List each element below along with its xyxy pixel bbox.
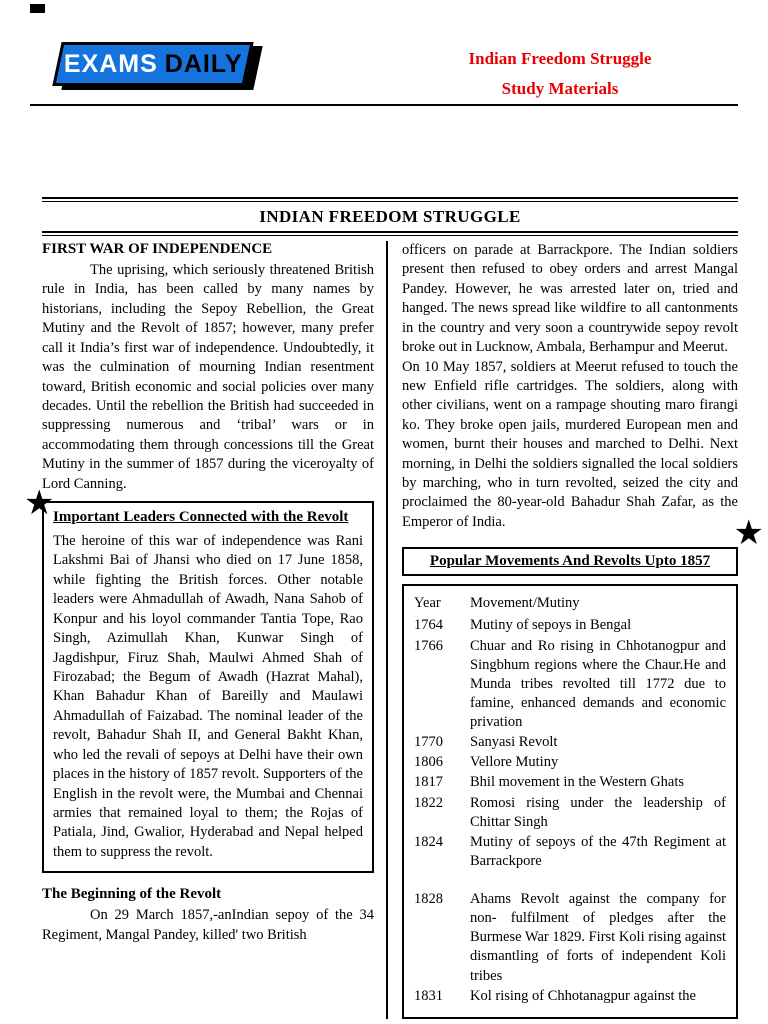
table-row-movement: Chuar and Ro rising in Chhotanogpur and Singbhum regions where the Chaur.He and Munda tribes revolted till 1772 due to famine, enhanced demands and economic privation: [470, 637, 726, 731]
important-leaders-heading: Important Leaders Connected with the Revolt: [53, 509, 349, 526]
right-paragraph-1: officers on parade at Barrackpore. The Indian soldiers present then refused to obey orders and arrest Mangal Pandey. However, he was arrested later on, tried and hanged. The news spread like wildfire to all cantonments in the country and very soon a countrywide sepoy revolt broke out in Lucknow, Ambala, Berhampur and Meerut.: [402, 242, 738, 356]
page-title: INDIAN FREEDOM STRUGGLE: [259, 207, 521, 226]
revolts-table-title: Popular Movements And Revolts Upto 1857: [402, 547, 738, 576]
table-row: [414, 753, 726, 772]
table-header-year: Year: [414, 595, 441, 612]
section-heading-beginning: The Beginning of the Revolt: [42, 886, 222, 903]
table-row-year: 1831: [414, 987, 443, 1004]
right-paragraph-2: On 10 May 1857, soldiers at Meerut refused to touch the new Enfield rifle cartridges. The soldiers, along with other civilians, went on a rampage shouting maro firangi ko. They broke open jails, murdered European men and women, burnt their houses and marched to Delhi. Next morning, in Delhi the soldiers signalled the local soldiers by marching, who in turn revolted, seized the city and proclaimed the 80-year-old Bahadur Shah Zafar, as the Emperor of India.: [402, 358, 738, 530]
header-title-line1: Indian Freedom Struggle: [468, 49, 652, 68]
table-row-movement: Sanyasi Revolt: [470, 734, 558, 751]
table-row-movement: Vellore Mutiny: [470, 754, 559, 771]
header-title: [392, 44, 728, 104]
table-header-movement: Movement/Mutiny: [470, 595, 580, 612]
star-icon: ★: [733, 515, 764, 552]
logo-text: [64, 50, 243, 79]
table-row-year: 1806: [414, 754, 443, 771]
table-row-year: 1817: [414, 774, 443, 791]
table-row-year: 1766: [414, 637, 443, 654]
logo-text-daily: DAILY: [164, 49, 243, 78]
table-row-movement: Mutiny of sepoys of the 47th Regiment at Barrackpore: [470, 833, 726, 869]
table-row: [414, 733, 726, 752]
table-row-movement: Romosi rising under the leadership of Chittar Singh: [470, 794, 726, 830]
table-row: [414, 773, 726, 792]
star-icon: ★: [24, 485, 55, 523]
table-row-movement: Ahams Revolt against the company for non- fulfilment of pledges after the Burmese War 1829. First Koli rising against dismantling of forts of independent Koli tribes: [470, 891, 726, 984]
table-row-year: 1824: [414, 833, 443, 850]
left-column: [24, 241, 386, 1019]
table-row-movement: Mutiny of sepoys in Bengal: [470, 617, 632, 634]
table-row: [414, 987, 726, 1006]
table-row: [414, 794, 726, 832]
table-row: [414, 890, 726, 986]
table-row-year: 1828: [414, 891, 443, 908]
table-row-movement: Bhil movement in the Western Ghats: [470, 774, 685, 791]
important-leaders-paragraph: The heroine of this war of independence was Rani Lakshmi Bai of Jhansi who died on 17 June 1858, while fighting the British forces. Other notable leaders were Ahmadullah of Awadh, Nana Sahob of Konpur and his loyol commander Tantia Tope, Rao Singh, Azimullah Khan, Kunwar Singh of Jagdishpur, Firuz Shah, Maulwi Ahmed Shah of Firozabad; the Begum of Awadh (Hazrat Mahal), Khan Bahadur Khan of Bareilly and Maulawi Ahmadullah of Faizabad. The nominal leader of the revolt, Bahadur Shah II, and General Bakht Khan, who led the revali of sepoys at Delhi have their own places in the history of 1857 revolt. Supporters of the English in the revolt were, the Mumbai and Chennai armies that remained loyal to them; the Rojas of Patiala, Jind, Gwalior, Hyderabad and Nepal helped them to suppress the revolt.: [53, 533, 363, 860]
header-divider-rule: [30, 104, 738, 106]
corner-mark: [30, 4, 45, 13]
table-header-row: [414, 594, 726, 613]
page-title-block: [42, 197, 738, 236]
first-war-paragraph: The uprising, which seriously threatened British rule in India, has been called by many names by historians, including the Sepoy Rebellion, the Great Mutiny and the Revolt of 1857; however, many prefer call it India’s first war of independence. Undoubtedly, it was the culmination of mourning Indian resentment toward, British economic and social policies over many decades. Until the rebellion the British had succeeded in suppressing numerous and ‘tribal’ wars or in accommodating them through concessions till the Great Mutiny in the summer of 1857 during the viceroyalty of Lord Canning.: [42, 262, 374, 492]
beginning-paragraph: On 29 March 1857,-anIndian sepoy of the 34 Regiment, Mangal Pandey, killed' two British: [42, 907, 374, 943]
table-row: [414, 833, 726, 871]
right-column: [388, 241, 764, 1019]
table-row-year: 1822: [414, 794, 443, 811]
revolts-table: [402, 584, 738, 1019]
table-row-year: 1764: [414, 617, 443, 634]
header-title-line2: Study Materials: [501, 78, 619, 98]
table-row: [414, 616, 726, 635]
table-row-year: 1770: [414, 734, 443, 751]
table-row-movement: Kol rising of Chhotanagpur against the: [470, 987, 696, 1004]
logo-plate: [52, 42, 253, 86]
important-leaders-box: [24, 485, 374, 873]
section-heading-first-war: FIRST WAR OF INDEPENDENCE: [42, 241, 273, 257]
title-rule-bottom: [42, 231, 738, 236]
table-row: [414, 637, 726, 733]
exams-daily-logo: [57, 42, 253, 88]
two-column-body: [24, 241, 764, 1019]
logo-text-exams: EXAMS: [63, 49, 158, 78]
